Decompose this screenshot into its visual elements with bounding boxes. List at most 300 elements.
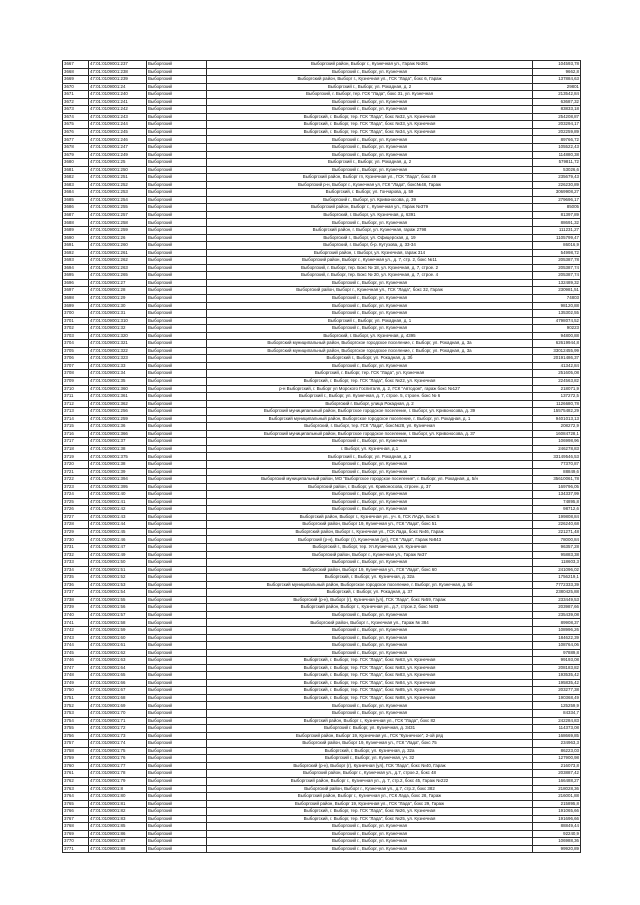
district-cell: Выборгский (147, 710, 207, 718)
cadastral-value-cell: 62619944,8 (533, 340, 581, 348)
cadastral-number-cell: 47:01:0109001:56 (89, 604, 147, 612)
cadastral-number-cell: 47:01:0109001:253 (89, 189, 147, 197)
address-cell: Выборгский г., Выборг, ул. Кузнечная (207, 294, 533, 302)
table-row (63, 227, 581, 235)
cadastral-number-cell: 47:01:0109001:62 (89, 649, 147, 657)
district-cell: Выборгский (147, 770, 207, 778)
district-cell: Выборгский (147, 777, 207, 785)
row-number-cell: 3740 (63, 611, 89, 619)
cadastral-number-cell: 47:01:0109001:320 (89, 332, 147, 340)
district-cell: Выборгский (147, 453, 207, 461)
table-row (63, 468, 581, 476)
cadastral-value-cell: 104593,78 (533, 61, 581, 69)
district-cell: Выборгский (147, 619, 207, 627)
cadastral-value-cell: 2380425,88 (533, 589, 581, 597)
row-number-cell: 3690 (63, 234, 89, 242)
row-number-cell: 3754 (63, 717, 89, 725)
cadastral-number-cell: 47:01:0109001:252 (89, 181, 147, 189)
row-number-cell: 3770 (63, 838, 89, 846)
table-row (63, 604, 581, 612)
address-cell: Выборгский р-н, Выборг г., Кузнечная ул, ГСК "Лада", бокс№48, Гараж (207, 181, 533, 189)
table-row (63, 589, 581, 597)
district-cell: Выборгский (147, 544, 207, 552)
address-cell: Выборгский г., Выборг, ул. Кузнечная (207, 468, 533, 476)
row-number-cell: 3736 (63, 581, 89, 589)
cadastral-number-cell: 47:01:0109001:259 (89, 415, 147, 423)
address-cell: Выборгский район, Выборг г., Кузнечная ул., д. 7, стр. 2, бокс №11 (207, 257, 533, 265)
district-cell: Выборгский (147, 174, 207, 182)
cadastral-value-cell: 203887,42 (533, 770, 581, 778)
address-cell: Выборгский г., Выборг, ул. Кузнечная (207, 710, 533, 718)
cadastral-number-cell: 47:01:0109001:29 (89, 294, 147, 302)
district-cell: Выборгский (147, 347, 207, 355)
table-row (63, 732, 581, 740)
district-cell: Выборгский (147, 355, 207, 363)
table-row (63, 815, 581, 823)
address-cell: Выборгский г., Выборг, ул. Кузнечная (207, 649, 533, 657)
table-row (63, 551, 581, 559)
cadastral-number-cell: 47:01:0109001:259 (89, 227, 147, 235)
table-row (63, 717, 581, 725)
address-cell: Выборгский (р-н), Выборг (г), Кузнечная (ул), ГСК "Лада", Гараж №843 (207, 536, 533, 544)
cadastral-number-cell: 47:01:0109001:242 (89, 106, 147, 114)
district-cell: Выборгский (147, 325, 207, 333)
district-cell: Выборгский (147, 332, 207, 340)
row-number-cell: 3709 (63, 377, 89, 385)
cadastral-value-cell: 88849,44 (533, 823, 581, 831)
cadastral-value-cell: 85005 (533, 204, 581, 212)
row-number-cell: 3726 (63, 506, 89, 514)
table-row (63, 710, 581, 718)
row-number-cell: 3717 (63, 438, 89, 446)
row-number-cell: 3734 (63, 566, 89, 574)
table-row (63, 694, 581, 702)
district-cell: Выборгский (147, 460, 207, 468)
district-cell: Выборгский (147, 204, 207, 212)
district-cell: Выборгский (147, 468, 207, 476)
row-number-cell: 3764 (63, 793, 89, 801)
table-row (63, 498, 581, 506)
address-cell: Выборгский район, Выборг г., Кузнечная ул., ГСК Лада, бокс №46, Гараж (207, 528, 533, 536)
cadastral-number-cell: 47:01:0109001:31 (89, 310, 147, 318)
district-cell: Выборгский (147, 506, 207, 514)
address-cell: Выборгский г., Выборг, ул. Кривоносова, д. 39 (207, 196, 533, 204)
address-cell: Выборгский район, Выборг г., Кузнечная ул., д. 7, стр.2, бокс 45, Гараж №222 (207, 777, 533, 785)
table-row (63, 430, 581, 438)
cadastral-number-cell: 47:01:0109001:86 (89, 830, 147, 838)
cadastral-value-cell: 218071,9 (533, 385, 581, 393)
row-number-cell: 3762 (63, 777, 89, 785)
address-cell: Выборгский, г. Выборг, тер. ГСК "Лада", бокс №22, ул. Кузнечная (207, 377, 533, 385)
cadastral-value-cell: 199808,84 (533, 513, 581, 521)
table-row (63, 166, 581, 174)
district-cell: Выборгский (147, 823, 207, 831)
table-row (63, 808, 581, 816)
cadastral-value-cell: 216001,88 (533, 793, 581, 801)
table-row (63, 144, 581, 152)
district-cell: Выборгский (147, 377, 207, 385)
district-cell: Выборгский (147, 415, 207, 423)
district-cell: Выборгский (147, 166, 207, 174)
district-cell: Выборгский (147, 98, 207, 106)
cadastral-number-cell: 47:01:0109001:40 (89, 491, 147, 499)
cadastral-number-cell: 47:01:0109001:43 (89, 513, 147, 521)
cadastral-number-cell: 47:01:0109001:32 (89, 325, 147, 333)
cadastral-value-cell: 95883,38 (533, 551, 581, 559)
address-cell: Выборгский г., Выборг, ул. Кузнечная (207, 325, 533, 333)
district-cell: Выборгский (147, 242, 207, 250)
cadastral-value-cell: 77370,87 (533, 460, 581, 468)
district-cell: Выборгский (147, 196, 207, 204)
cadastral-number-cell: 47:01:0109001:361 (89, 393, 147, 401)
cadastral-number-cell: 47:01:0109001:261 (89, 249, 147, 257)
cadastral-value-cell: 89908,37 (533, 619, 581, 627)
table-row (63, 838, 581, 846)
table-row (63, 649, 581, 657)
table-row (63, 679, 581, 687)
cadastral-value-cell: 94800,88 (533, 332, 581, 340)
table-row (63, 98, 581, 106)
address-cell: Выборгский, г. Выборг, тер. ГСК "Лада", ул. Кузнечная (207, 370, 533, 378)
cadastral-value-cell: 41342,84 (533, 362, 581, 370)
table-row (63, 574, 581, 582)
cadastral-value-cell: 579811,72 (533, 159, 581, 167)
address-cell: Выборгский г., Выборг, ул. Кузнечная (207, 151, 533, 159)
address-cell: Выборгский район, Выборг гп, Кузнечная ул., ГСК "Лада", бокс 49 (207, 174, 533, 182)
row-number-cell: 3670 (63, 83, 89, 91)
row-number-cell: 3750 (63, 687, 89, 695)
district-cell: Выборгский (147, 279, 207, 287)
cadastral-value-cell: 203987,66 (533, 604, 581, 612)
district-cell: Выборгский (147, 589, 207, 597)
table-row (63, 181, 581, 189)
district-cell: Выборгский (147, 430, 207, 438)
district-cell: Выборгский (147, 400, 207, 408)
address-cell: Выборгский г. Выборг, улица Рокадная, д. 2 (207, 400, 533, 408)
table-row (63, 544, 581, 552)
table-row (63, 453, 581, 461)
cadastral-value-cell: 226230,89 (533, 181, 581, 189)
address-cell: Выборгский, г. Выборг, тер. ГСК "Лада", бокс№28, ул. Кузнечная (207, 423, 533, 431)
table-row (63, 770, 581, 778)
cadastral-value-cell: 251605,08 (533, 370, 581, 378)
address-cell: Выборгский г., Выборг, ул. Рокадная, д. 2 (207, 83, 533, 91)
row-number-cell: 3672 (63, 98, 89, 106)
cadastral-value-cell: 88691,32 (533, 219, 581, 227)
district-cell: Выборгский (147, 838, 207, 846)
district-cell: Выборгский (147, 627, 207, 635)
address-cell: Выборгский муниципальный район, Выборгское городское поселение, г. Выборг, ул. Кривоносова, д. 39 (207, 408, 533, 416)
row-number-cell: 3692 (63, 249, 89, 257)
cadastral-number-cell: 47:01:0109001:42 (89, 506, 147, 514)
table-row (63, 559, 581, 567)
cadastral-number-cell: 47:01:0109001:240 (89, 91, 147, 99)
cadastral-number-cell: 47:01:0109001:59 (89, 627, 147, 635)
district-cell: Выборгский (147, 566, 207, 574)
cadastral-number-cell: 47:01:0109001:322 (89, 347, 147, 355)
table-row (63, 174, 581, 182)
row-number-cell: 3711 (63, 393, 89, 401)
cadastral-value-cell: 86223,03 (533, 747, 581, 755)
row-number-cell: 3725 (63, 498, 89, 506)
district-cell: Выборгский (147, 264, 207, 272)
cadastral-number-cell: 47:01:0109001:78 (89, 770, 147, 778)
address-cell: Выборгский, г. Выборг, тер. ГСК "Лада", бокс №63, ул. Кузнечная (207, 657, 533, 665)
table-row (63, 302, 581, 310)
cadastral-number-cell: 47:01:0109001:310 (89, 317, 147, 325)
district-cell: Выборгский (147, 634, 207, 642)
table-row (63, 596, 581, 604)
address-cell: Выборгский район, Выборг г., Кузнечная ул., д.7, строе.2, бокс №83 (207, 604, 533, 612)
row-number-cell: 3674 (63, 113, 89, 121)
row-number-cell: 3676 (63, 128, 89, 136)
district-cell: Выборгский (147, 604, 207, 612)
address-cell: Выборгский, г. Выборг, тер. Бокс № 20, ул. Кузнечная, д. 7, строе. 4 (207, 272, 533, 280)
address-cell: Выборгский г., Выборг, ул. Кузнечная (207, 310, 533, 318)
address-cell: Выборгский район, Выборг 19, Кузнечная ул., ГСК "Лада", бокс 75 (207, 740, 533, 748)
table-body (63, 61, 581, 853)
cadastral-number-cell: 47:01:0109001:36 (89, 423, 147, 431)
district-cell: Выборгский (147, 385, 207, 393)
district-cell: Выборгский (147, 596, 207, 604)
row-number-cell: 3689 (63, 227, 89, 235)
cadastral-value-cell: 20191486,37 (533, 355, 581, 363)
address-cell: Выборгский, г. Выборг, тер. ГСК "Лада", бокс №25, ул. Кузнечная (207, 815, 533, 823)
cadastral-number-cell: 47:01:0109001:57 (89, 611, 147, 619)
cadastral-value-cell: 33149546,53 (533, 453, 581, 461)
cadastral-number-cell: 47:01:0109001:256 (89, 408, 147, 416)
district-cell: Выборгский (147, 476, 207, 484)
address-cell: Выборгский район, Выборг г., Кузнечная ул., Гараж №379 (207, 204, 533, 212)
cadastral-number-cell: 47:01:0109001:53 (89, 581, 147, 589)
row-number-cell: 3718 (63, 445, 89, 453)
table-row (63, 642, 581, 650)
address-cell: Выборгский муниципальный район, Выборгское городское поселение, г. Выборг, ул. Кузнечная, д. 5б (207, 581, 533, 589)
table-row (63, 310, 581, 318)
cadastral-number-cell: 47:01:0109001:238 (89, 68, 147, 76)
district-cell: Выборгский (147, 649, 207, 657)
address-cell: Выборгский район, Выборг 19, Кузнечная ул., ГСК "Лада", бокс 60 (207, 566, 533, 574)
district-cell: Выборгский (147, 61, 207, 69)
district-cell: Выборгский (147, 83, 207, 91)
address-cell: Выборгский г., Выборг, ул. Кузнечная (207, 838, 533, 846)
district-cell: Выборгский (147, 491, 207, 499)
row-number-cell: 3682 (63, 174, 89, 182)
cadastral-number-cell: 47:01:0109001:263 (89, 264, 147, 272)
cadastral-value-cell: 99920,89 (533, 845, 581, 853)
district-cell: Выборгский (147, 747, 207, 755)
cadastral-value-cell: 215895,8 (533, 800, 581, 808)
registry-page (62, 60, 580, 853)
cadastral-number-cell: 47:01:0109001:39 (89, 468, 147, 476)
address-cell: Выборгский г., Выборг, ул. Кузнечная (207, 498, 533, 506)
address-cell: Выборгский район, Выборг г., Кузнечная ул., д.7, строе.2, бокс 48 (207, 770, 533, 778)
cadastral-value-cell: 9401013,13 (533, 415, 581, 423)
address-cell: Выборгский г., Выборг, ул. Кузнечная (207, 106, 533, 114)
address-cell: Выборгский, г. Выборг, тер. ГСК "Лада", бокс №85, ул. Кузнечная (207, 687, 533, 695)
cadastral-value-cell: 203294,17 (533, 121, 581, 129)
cadastral-number-cell: 47:01:0109001:265 (89, 272, 147, 280)
cadastral-value-cell: 96357,28 (533, 544, 581, 552)
address-cell: Выборгский г., Выборг, ул. Кузнечная (207, 279, 533, 287)
row-number-cell: 3758 (63, 747, 89, 755)
address-cell: Выборгский район, Выборг г., Кузнечная ул., уч. 6, ГСК ЛАДА, Бокс 5 (207, 513, 533, 521)
cadastral-value-cell: 221271,48 (533, 528, 581, 536)
address-cell: Выборгский, г. Выборг, тер. ГСК "Лада", бокс №26, ул. Кузнечная (207, 808, 533, 816)
table-row (63, 294, 581, 302)
district-cell: Выборгский (147, 830, 207, 838)
cadastral-number-cell: 47:01:0109001:35 (89, 377, 147, 385)
address-cell: Выборгский г., Выборг, ул. Кузнечная (207, 642, 533, 650)
cadastral-value-cell: 63687,32 (533, 98, 581, 106)
row-number-cell: 3747 (63, 664, 89, 672)
district-cell: Выборгский (147, 257, 207, 265)
district-cell: Выборгский (147, 76, 207, 84)
row-number-cell: 3696 (63, 279, 89, 287)
row-number-cell: 3742 (63, 627, 89, 635)
address-cell: Выборгский г., Выборг, ул. Кузнечная (207, 362, 533, 370)
row-number-cell: 3716 (63, 430, 89, 438)
cadastral-value-cell: 208183,82 (533, 664, 581, 672)
cadastral-value-cell: 29801 (533, 83, 581, 91)
cadastral-value-cell: 233449,53 (533, 596, 581, 604)
table-row (63, 581, 581, 589)
row-number-cell: 3695 (63, 272, 89, 280)
table-row (63, 657, 581, 665)
cadastral-value-cell: 78000,84 (533, 536, 581, 544)
cadastral-number-cell: 47:01:0109001:323 (89, 355, 147, 363)
cadastral-number-cell: 47:01:0109001:260 (89, 242, 147, 250)
cadastral-number-cell: 47:01:0109001:30 (89, 302, 147, 310)
table-row (63, 189, 581, 197)
cadastral-value-cell: 54998,72 (533, 249, 581, 257)
cadastral-value-cell: 83833,18 (533, 106, 581, 114)
district-cell: Выборгский (147, 113, 207, 121)
district-cell: Выборгский (147, 551, 207, 559)
address-cell: Выборгский, г. Выборг, ул. Рокадная, д. 37 (207, 589, 533, 597)
cadastral-number-cell: 47:01:0109001:85 (89, 823, 147, 831)
table-row (63, 68, 581, 76)
district-cell: Выборгский (147, 672, 207, 680)
table-row (63, 536, 581, 544)
row-number-cell: 3675 (63, 121, 89, 129)
district-cell: Выборгский (147, 227, 207, 235)
cadastral-value-cell: 108764,06 (533, 642, 581, 650)
district-cell: Выборгский (147, 536, 207, 544)
row-number-cell: 3707 (63, 362, 89, 370)
cadastral-value-cell: 7772333,39 (533, 581, 581, 589)
district-cell: Выборгский (147, 144, 207, 152)
cadastral-value-cell: 1756219,1 (533, 574, 581, 582)
table-row (63, 611, 581, 619)
table-row (63, 672, 581, 680)
district-cell: Выборгский (147, 310, 207, 318)
table-row (63, 362, 581, 370)
cadastral-value-cell: 226240,68 (533, 521, 581, 529)
cadastral-number-cell: 47:01:0109001:52 (89, 574, 147, 582)
table-row (63, 476, 581, 484)
district-cell: Выборгский (147, 498, 207, 506)
district-cell: Выборгский (147, 121, 207, 129)
cadastral-value-cell: 224563,82 (533, 377, 581, 385)
cadastral-number-cell: 47:01:0109001:71 (89, 717, 147, 725)
cadastral-value-cell: 92240,9 (533, 830, 581, 838)
address-cell: Выборгский район, Выборг г., Кузнечная ул., ГСК Лада, бокс 28, Гараж (207, 793, 533, 801)
cadastral-value-cell: 33012455,99 (533, 347, 581, 355)
cadastral-value-cell: 53026,6 (533, 166, 581, 174)
address-cell: Выборгский г., Выборг, ул. Кузнечная (207, 219, 533, 227)
cadastral-value-cell: 135302,55 (533, 310, 581, 318)
table-row (63, 800, 581, 808)
address-cell: Выборгский г., Выборг, ул. Офицерская, д. 19 (207, 234, 533, 242)
address-cell: Выборгский район, Выборг г., Кузнечная ул., ГСК "Лада", бокс 82 (207, 717, 533, 725)
district-cell: Выборгский (147, 642, 207, 650)
cadastral-number-cell: 47:01:0109001:80 (89, 793, 147, 801)
cadastral-number-cell: 47:01:0109001:241 (89, 98, 147, 106)
cadastral-value-cell: 35610061,78 (533, 476, 581, 484)
cadastral-value-cell: 254208,87 (533, 113, 581, 121)
cadastral-value-cell: 190368,49 (533, 694, 581, 702)
row-number-cell: 3715 (63, 423, 89, 431)
cadastral-number-cell: 47:01:0109001:38 (89, 445, 147, 453)
cadastral-value-cell: 241096,02 (533, 566, 581, 574)
cadastral-value-cell: 89766,72 (533, 136, 581, 144)
address-cell: Выборгский, г. Выборг, тер. ГСК "Лада", бокс №34, ул. Кузнечная (207, 128, 533, 136)
table-row (63, 566, 581, 574)
cadastral-value-cell: 88849,6 (533, 468, 581, 476)
cadastral-number-cell: 47:01:0109001:237 (89, 61, 147, 69)
row-number-cell: 3727 (63, 513, 89, 521)
cadastral-value-cell: 86016,9 (533, 242, 581, 250)
district-cell: Выборгский (147, 317, 207, 325)
address-cell: Выборгский район, Выборг г., Кузнечная ул., д.7, стр.2, бокс 382 (207, 785, 533, 793)
row-number-cell: 3705 (63, 347, 89, 355)
cadastral-number-cell: 47:01:0109001:47 (89, 544, 147, 552)
table-row (63, 317, 581, 325)
address-cell: Выборгский, г. Выборг, тер. ГСК "Лада", бокс №32, ул. Кузнечная (207, 113, 533, 121)
table-row (63, 528, 581, 536)
row-number-cell: 3714 (63, 415, 89, 423)
cadastral-number-cell: 47:01:0109001:73 (89, 732, 147, 740)
cadastral-value-cell: 3069908,27 (533, 189, 581, 197)
cadastral-number-cell: 47:01:0109001:394 (89, 476, 147, 484)
table-row (63, 196, 581, 204)
cadastral-number-cell: 47:01:0109001:76 (89, 755, 147, 763)
district-cell: Выборгский (147, 370, 207, 378)
table-row (63, 777, 581, 785)
row-number-cell: 3757 (63, 740, 89, 748)
address-cell: Выборгский муниципальный район, Выборгское городское поселение, г. Выборг, ул. Рокадная, д. 1 (207, 415, 533, 423)
cadastral-number-cell: 47:01:0109001:50 (89, 559, 147, 567)
address-cell: Выборгский район, г. Выборг, ул. Кривоносова, строен. д. 37 (207, 483, 533, 491)
cadastral-number-cell: 47:01:0109001:247 (89, 144, 147, 152)
address-cell: Выборгский (р-н), Выборг (г), Кузнечная (ул), ГСК "Лада", бокс №40, Гараж (207, 762, 533, 770)
row-number-cell: 3667 (63, 61, 89, 69)
table-row (63, 423, 581, 431)
address-cell: Выборгский г., Выборг, ул. Рокадная, д. 1 (207, 317, 533, 325)
row-number-cell: 3767 (63, 815, 89, 823)
row-number-cell: 3677 (63, 136, 89, 144)
cadastral-number-cell: 47:01:0109001:362 (89, 400, 147, 408)
address-cell: Выборгский муниципальный район, Выборгское городское поселение, г. Выборг, ул. Рокадная, д. 3а (207, 340, 533, 348)
cadastral-value-cell: 242284,83 (533, 717, 581, 725)
row-number-cell: 3679 (63, 151, 89, 159)
cadastral-value-cell: 74803 (533, 294, 581, 302)
row-number-cell: 3745 (63, 649, 89, 657)
address-cell: Выборгский, г. Выборг, тер. ГСК "Лада", бокс №83, ул. Кузнечная (207, 672, 533, 680)
cadastral-number-cell: 47:01:0109001:366 (89, 430, 147, 438)
cadastral-value-cell: 132489,32 (533, 279, 581, 287)
